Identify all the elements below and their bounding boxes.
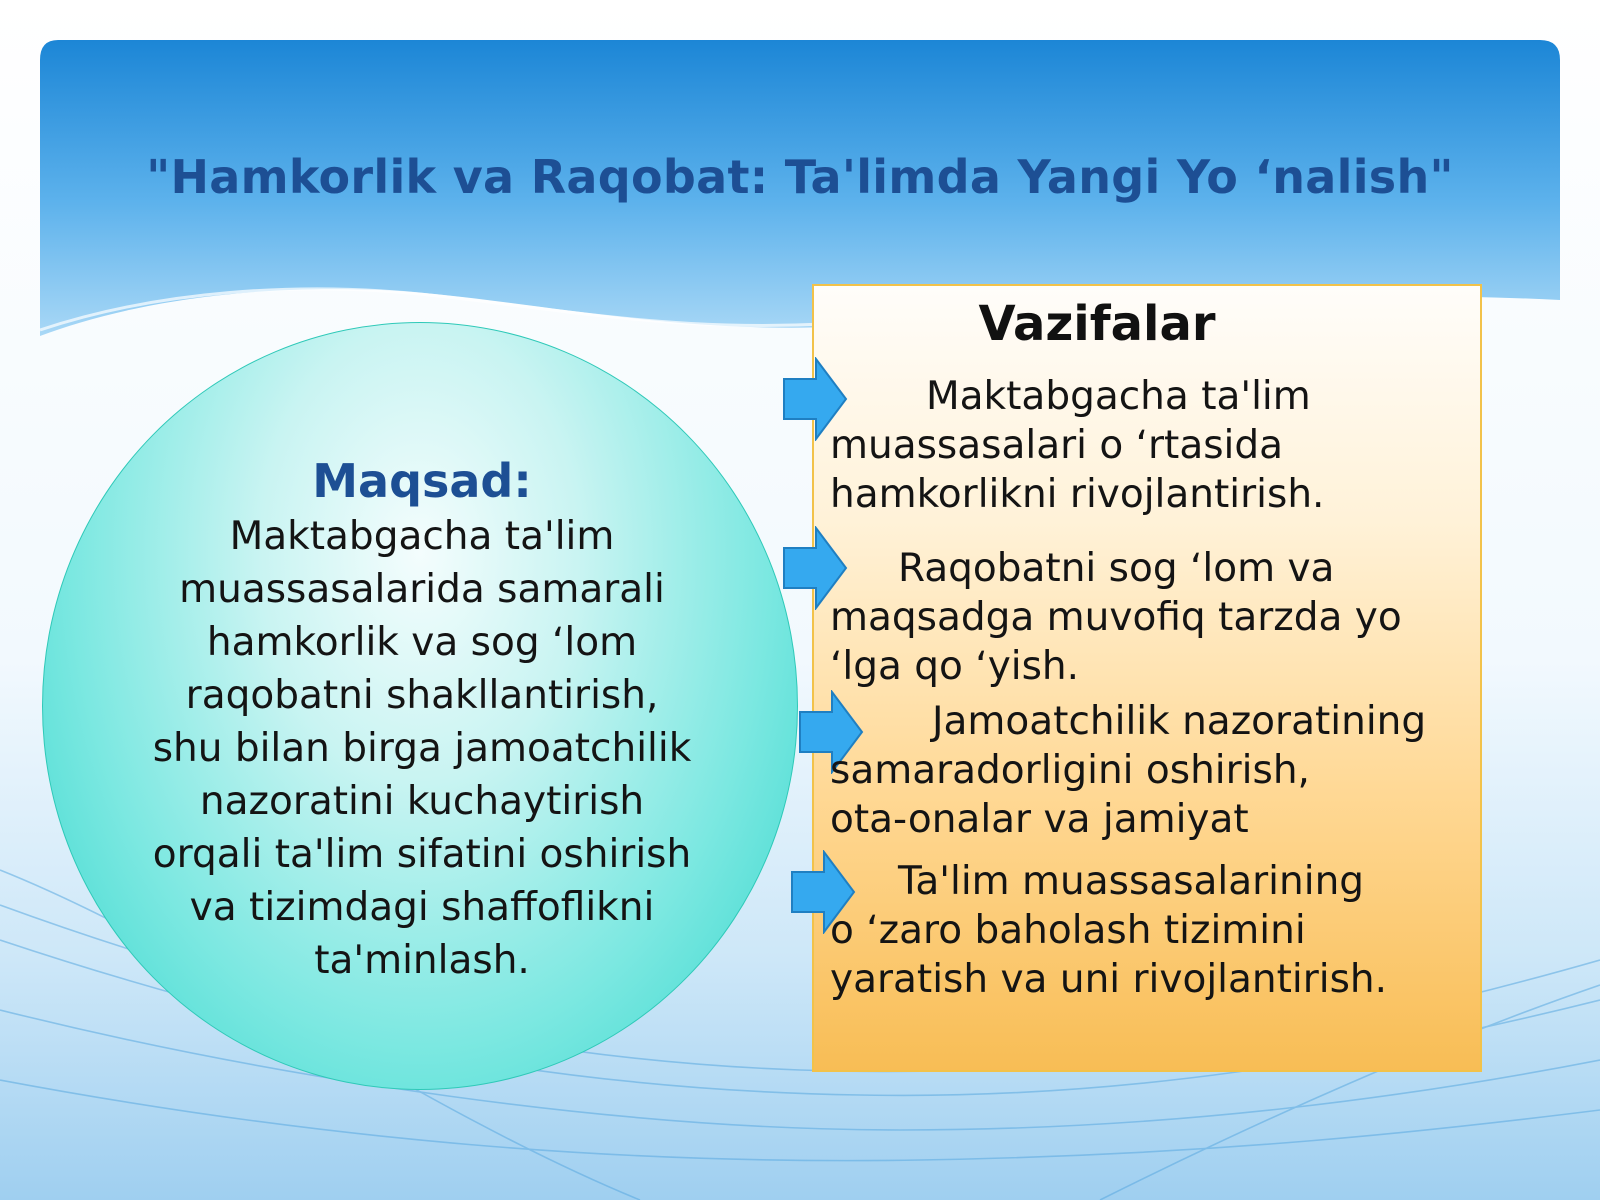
task-item-3: Jamoatchilik nazoratining samaradorligini oshirish, ota-onalar va jamiyat	[830, 699, 1427, 842]
task-item-4: Ta'lim muassasalarining o ‘zaro baholash tizimini yaratish va uni rivojlantirish.	[830, 859, 1388, 1002]
goal-body: Maktabgacha ta'lim muassasalarida samarali hamkorlik va sog ‘lom raqobatni shakllantirish, shu bilan birga jamoatchilik nazoratini kuchaytirish orqali ta'lim sifatini oshirish va tizimdagi shaffoflikni ta'minlash.	[152, 514, 692, 983]
tasks-heading: Vazifalar	[978, 296, 1216, 352]
task-item-1: Maktabgacha ta'lim muassasalari o ‘rtasida hamkorlikni rivojlantirish.	[830, 374, 1325, 517]
goal-text-block	[152, 452, 692, 987]
slide-title: "Hamkorlik va Raqobat: Ta'limda Yangi Yo ‘nalish"	[146, 150, 1454, 204]
task-item-2: Raqobatni sog ‘lom va maqsadga muvofiq tarzda yo ‘lga qo ‘yish.	[830, 546, 1402, 689]
goal-heading: Maqsad:	[312, 454, 532, 508]
